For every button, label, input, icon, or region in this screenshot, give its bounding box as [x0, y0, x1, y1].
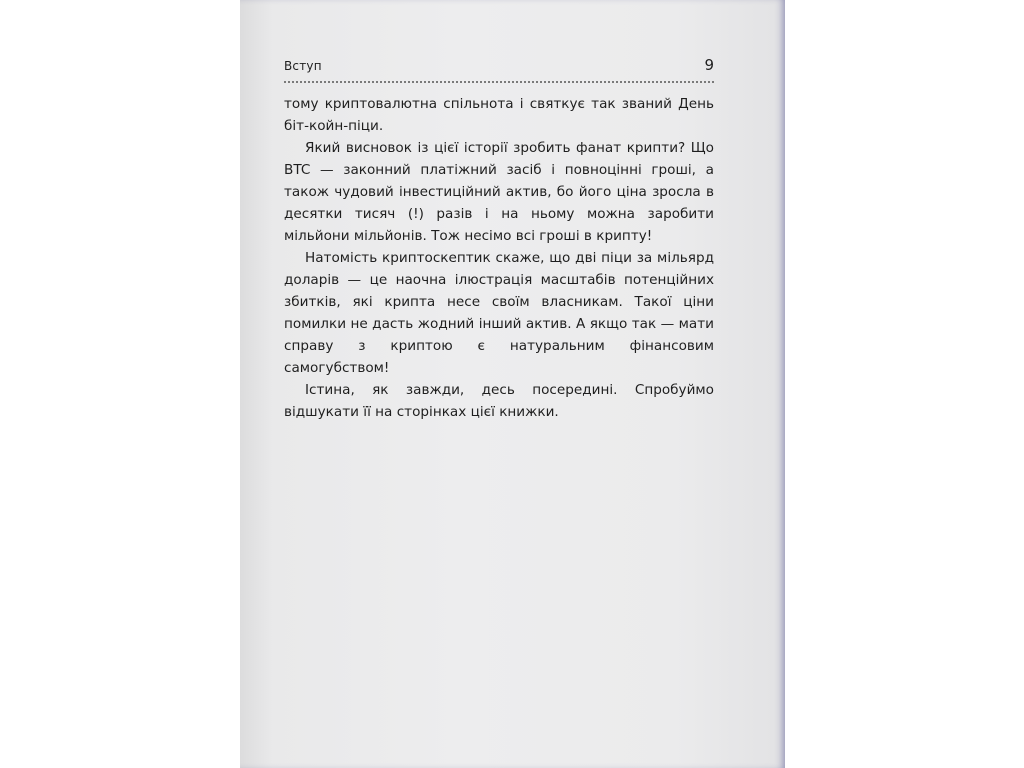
paragraph-4: Істина, як завжди, десь посередині. Спробуймо відшукати її на сторінках цієї книжки. — [284, 382, 714, 420]
paragraph-1: тому криптовалютна спільнота і святкує так званий День біт-койн-піци. — [284, 96, 714, 134]
running-header — [284, 56, 714, 79]
book-page — [240, 0, 785, 768]
header-dotted-rule — [284, 81, 714, 83]
paragraph-3: Натомість криптоскептик скаже, що дві піци за мільярд доларів — це наочна ілюстрація масштабів потенційних збитків, які крипта несе своїм власникам. Такої ціни помилки не дасть жодний інший актив. А якщо так — мати справу з криптою є натуральним фінансовим самогубством! — [284, 250, 714, 376]
paragraph-2: Який висновок із цієї історії зробить фанат крипти? Що BTC — законний платіжний засіб і повноцінні гроші, а також чудовий інвестиційний актив, бо його ціна зросла в десятки тисяч (!) разів і на ньому можна заробити мільйони мільйонів. Тож несімо всі гроші в крипту! — [284, 140, 714, 244]
section-title: Вступ — [284, 59, 322, 73]
page-number: 9 — [704, 56, 714, 74]
body-text — [284, 93, 714, 423]
